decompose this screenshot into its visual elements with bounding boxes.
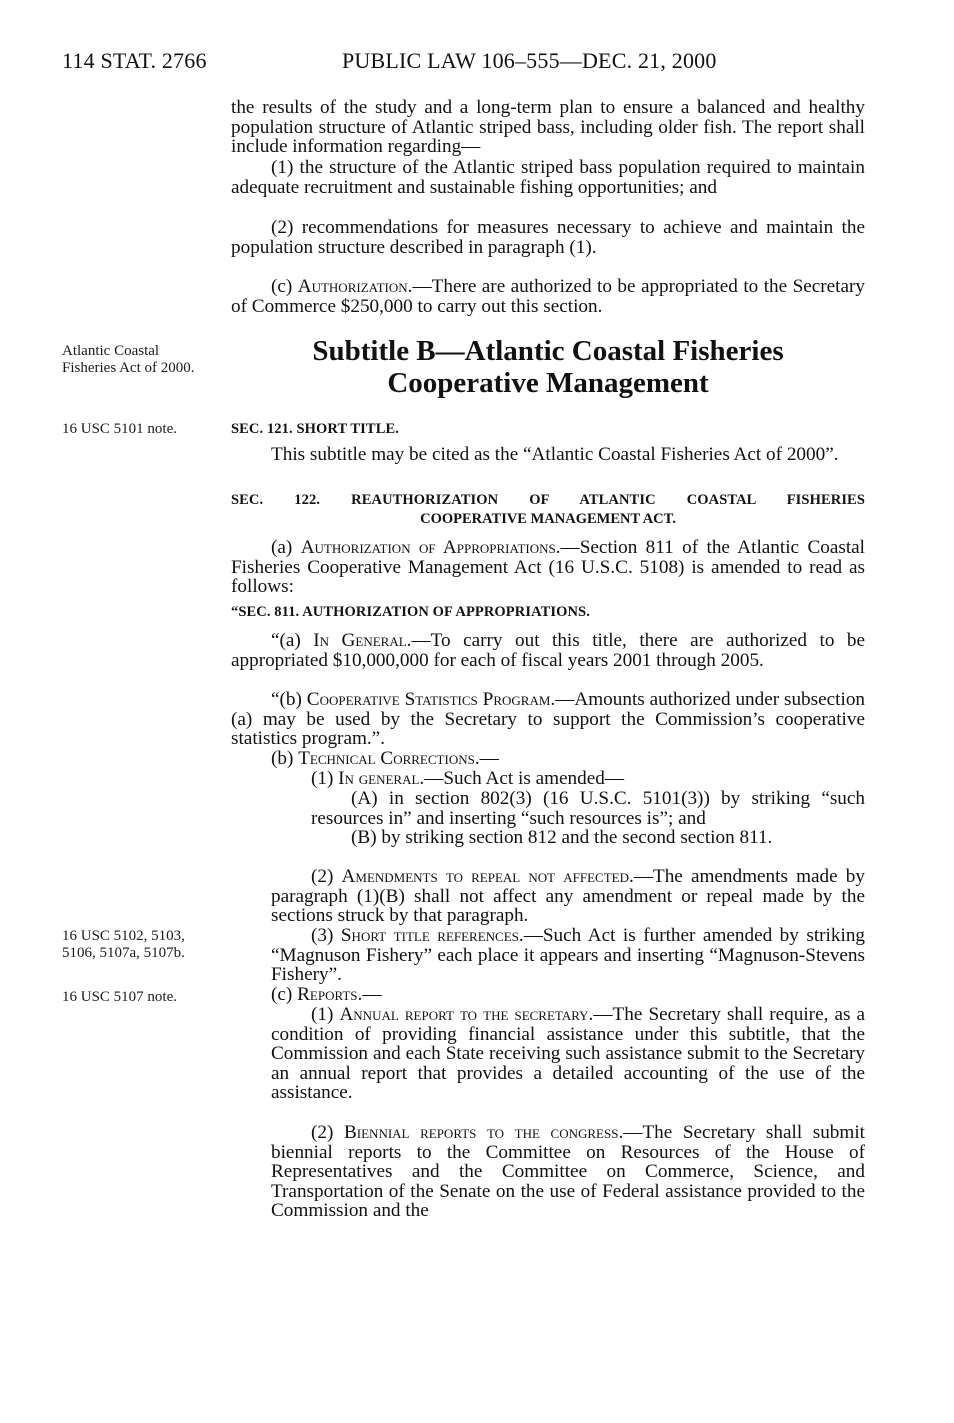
subsection-caption: Cooperative Statistics Program. bbox=[306, 689, 556, 710]
subtitle-heading-line1: Subtitle B—Atlantic Coastal Fisheries bbox=[312, 335, 784, 367]
subsection-label: (b) bbox=[271, 748, 299, 769]
margin-note-short-title: Atlantic Coastal Fisheries Act of 2000. bbox=[62, 343, 195, 376]
paragraph-caption: Annual report to the secretary. bbox=[339, 1004, 594, 1025]
subsection-text: — bbox=[362, 984, 382, 1005]
paragraph-text: —The Secretary shall require, as a condition of providing financial assistance under this subtitle, that the Commission and each State receiving such assistance submit to the Secretary an annual report that provides a detailed accounting of the use of the assistance. bbox=[271, 1004, 866, 1104]
subsection-caption: Technical Corrections. bbox=[298, 748, 480, 769]
paragraph-text: —Such Act is amended— bbox=[424, 768, 625, 789]
subsection-label: “(b) bbox=[271, 689, 307, 710]
subsection-text: —There are authorized to be appropriated to the Secretary of Commerce $250,000 to carry out this section. bbox=[231, 276, 866, 317]
item-population-structure: (1) the structure of the Atlantic striped bass population required to maintain adequate recruitment and sustainable fishing opportunities; and bbox=[231, 157, 865, 198]
subsection-label: (c) bbox=[271, 276, 298, 297]
subsection-label: (a) bbox=[271, 537, 301, 558]
subsection-text: —To carry out this title, there are authorized to be appropriated $10,000,000 for each of fiscal years 2001 through 2005. bbox=[231, 630, 866, 671]
section-122-heading-line1: SEC. 122. REAUTHORIZATION OF ATLANTIC COASTAL FISHERIES bbox=[231, 492, 865, 508]
subsection-c-authorization bbox=[231, 277, 865, 316]
paragraph-label: (1) bbox=[311, 768, 339, 789]
paragraph-label: (2) bbox=[311, 1122, 344, 1143]
subsection-text: —Section 811 of the Atlantic Coastal Fisheries Cooperative Management Act (16 U.S.C. 5108) is amended to read as follows: bbox=[231, 537, 865, 598]
subparagraph-b1-a: (A) in section 802(3) (16 U.S.C. 5101(3)) by striking “such resources in” and inserting “such resources is”; and bbox=[311, 788, 865, 829]
quoted-subsection-a-in-general bbox=[231, 631, 865, 670]
subsection-text: — bbox=[479, 748, 499, 769]
paragraph-caption: Short title references. bbox=[340, 925, 524, 946]
subsection-caption: Authorization. bbox=[297, 276, 413, 297]
subsection-text: —Amounts authorized under subsection (a) may be used by the Secretary to support the Commission’s cooperative statistics program.”. bbox=[231, 689, 866, 750]
paragraph-b1-in-general bbox=[271, 769, 865, 789]
margin-note-usc-5102: 16 USC 5102, 5103, 5106, 5107a, 5107b. bbox=[62, 928, 185, 961]
section-122-heading-line2: COOPERATIVE MANAGEMENT ACT. bbox=[420, 511, 676, 527]
paragraph-label: (3) bbox=[311, 925, 341, 946]
paragraph-text: —Such Act is further amended by striking “Magnuson Fishery” each place it appears and inserting “Magnuson-Stevens Fishery”. bbox=[271, 925, 866, 986]
paragraph-label: (1) bbox=[311, 1004, 340, 1025]
paragraph-text: —The amendments made by paragraph (1)(B) shall not affect any amendment or repeal made by the sections struck by that paragraph. bbox=[271, 866, 865, 927]
subsection-label: “(a) bbox=[271, 630, 314, 651]
public-law-header: PUBLIC LAW 106–555—DEC. 21, 2000 bbox=[342, 48, 717, 73]
paragraph-caption: In general. bbox=[338, 768, 425, 789]
paragraph-b3-short-title-references bbox=[271, 926, 865, 985]
paragraph-study-results: the results of the study and a long-term plan to ensure a balanced and healthy population structure of Atlantic striped bass, including older fish. The report shall include information regarding— bbox=[231, 97, 865, 158]
subsection-caption: Authorization of Appropriations. bbox=[300, 537, 561, 558]
paragraph-caption: Amendments to repeal not affected. bbox=[341, 866, 634, 887]
quoted-section-811-heading: “SEC. 811. AUTHORIZATION OF APPROPRIATIONS. bbox=[231, 604, 590, 620]
subsection-label: (c) bbox=[271, 984, 298, 1005]
margin-note-usc-5101: 16 USC 5101 note. bbox=[62, 421, 178, 437]
section-121-body: This subtitle may be cited as the “Atlantic Coastal Fisheries Act of 2000”. bbox=[271, 444, 839, 465]
section-121-heading: SEC. 121. SHORT TITLE. bbox=[231, 421, 399, 437]
margin-note-usc-5107: 16 USC 5107 note. bbox=[62, 989, 178, 1005]
subsection-caption: In General. bbox=[313, 630, 412, 651]
subsection-caption: Reports. bbox=[297, 984, 363, 1005]
paragraph-c2-biennial-reports bbox=[271, 1123, 865, 1221]
quoted-subsection-b-statistics-program bbox=[231, 690, 865, 749]
page-stat-citation: 114 STAT. 2766 bbox=[62, 48, 207, 73]
subsection-a-authorization-of-appropriations bbox=[231, 538, 865, 597]
paragraph-text: —The Secretary shall submit biennial reports to the Committee on Resources of the House of Representatives and the Committee on Commerce, Science, and Transportation of the Senate on the use of Federal assistance provided to the Commission and the bbox=[271, 1122, 865, 1222]
subsection-b-technical-corrections bbox=[231, 749, 865, 769]
paragraph-c1-annual-report bbox=[271, 1005, 865, 1103]
subsection-c-reports bbox=[231, 985, 865, 1005]
subparagraph-b1-b: (B) by striking section 812 and the second section 811. bbox=[351, 827, 773, 848]
subtitle-heading-line2: Cooperative Management bbox=[387, 367, 709, 399]
paragraph-b2-amendments bbox=[271, 867, 865, 926]
paragraph-caption: Biennial reports to the congress. bbox=[343, 1122, 624, 1143]
paragraph-label: (2) bbox=[311, 866, 342, 887]
item-recommendations: (2) recommendations for measures necessary to achieve and maintain the population structure described in paragraph (1). bbox=[231, 217, 865, 258]
